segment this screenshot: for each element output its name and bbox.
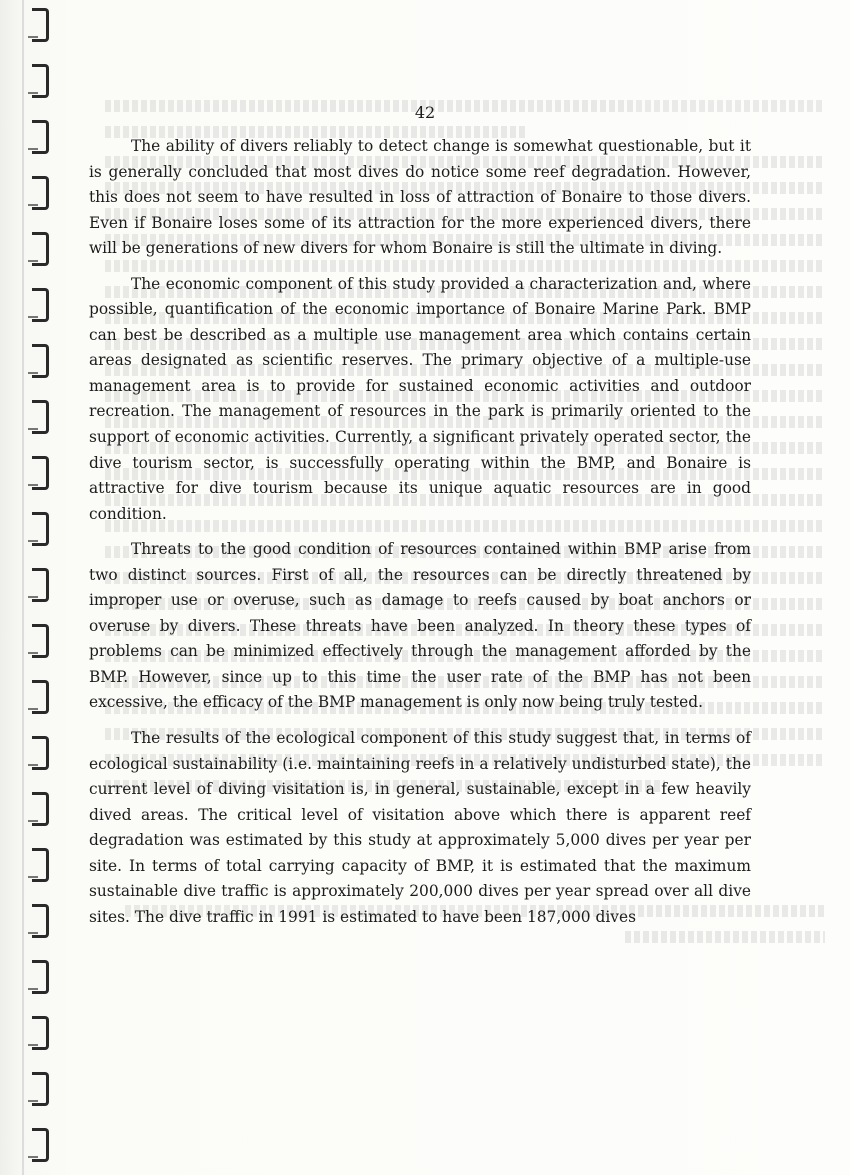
spiral-binding (28, 0, 68, 1175)
paragraph: The ability of divers reliably to detect change is somewhat questionable, but it is generally concluded that most dives do notice some reef degradation. However, this does not seem to have resulted in loss of attraction of Bonaire to those divers. Even if Bonaire loses some of its attraction for the more experienced divers, there will be generations of new divers for whom Bonaire is still the ultimate in diving. (89, 137, 751, 258)
binding-ring (28, 848, 68, 882)
binding-ring (28, 1128, 68, 1162)
binding-ring (28, 64, 68, 98)
binding-ring (28, 8, 68, 42)
paragraph: The economic component of this study provided a characterization and, where possible, quantification of the economic importance of Bonaire Marine Park. BMP can best be described as a multiple use management area which contains certain areas designated as scientific reserves. The primary objective of a multiple-use management area is to provide for sustained economic activities and outdoor recreation. The management of resources in the park is primarily oriented to the support of economic activities. Currently, a significant privately operated sector, the dive tourism sector, is successfully operating within the BMP, and Bonaire is attractive for dive tourism because its unique aquatic resources are in good condition. (89, 274, 751, 523)
binding-ring (28, 344, 68, 378)
binding-ring (28, 960, 68, 994)
page-number: 42 (414, 103, 436, 122)
binding-ring (28, 1072, 68, 1106)
binding-ring (28, 176, 68, 210)
sheet-edge (22, 0, 24, 1175)
binding-ring (28, 1016, 68, 1050)
binding-ring (28, 736, 68, 770)
body-text (89, 134, 751, 940)
binding-ring (28, 232, 68, 266)
binding-ring (28, 680, 68, 714)
binding-ring (28, 624, 68, 658)
binding-ring (28, 792, 68, 826)
binding-ring (28, 904, 68, 938)
binding-ring (28, 400, 68, 434)
binding-ring (28, 288, 68, 322)
binding-ring (28, 512, 68, 546)
paragraph: The results of the ecological component of this study suggest that, in terms of ecological sustainability (i.e. maintaining reefs in a relatively undisturbed state), the current level of diving visitation is, in general, sustainable, except in a few heavily dived areas. The critical level of visitation above which there is apparent reef degradation was estimated by this study at approximately 5,000 dives per year per site. In terms of total carrying capacity of BMP, it is estimated that the maximum sustainable dive traffic is approximately 200,000 dives per year spread over all dive sites. The dive traffic in 1991 is estimated to have been 187,000 dives (89, 729, 751, 926)
binding-ring (28, 568, 68, 602)
binding-ring (28, 456, 68, 490)
binding-ring (28, 120, 68, 154)
paragraph: Threats to the good condition of resources contained within BMP arise from two distinct sources. First of all, the resources can be directly threatened by improper use or overuse, such as damage to reefs caused by boat anchors or overuse by divers. These threats have been analyzed. In theory these types of problems can be minimized effectively through the management afforded by the BMP. However, since up to this time the user rate of the BMP has not been excessive, the efficacy of the BMP management is only now being truly tested. (89, 540, 751, 712)
